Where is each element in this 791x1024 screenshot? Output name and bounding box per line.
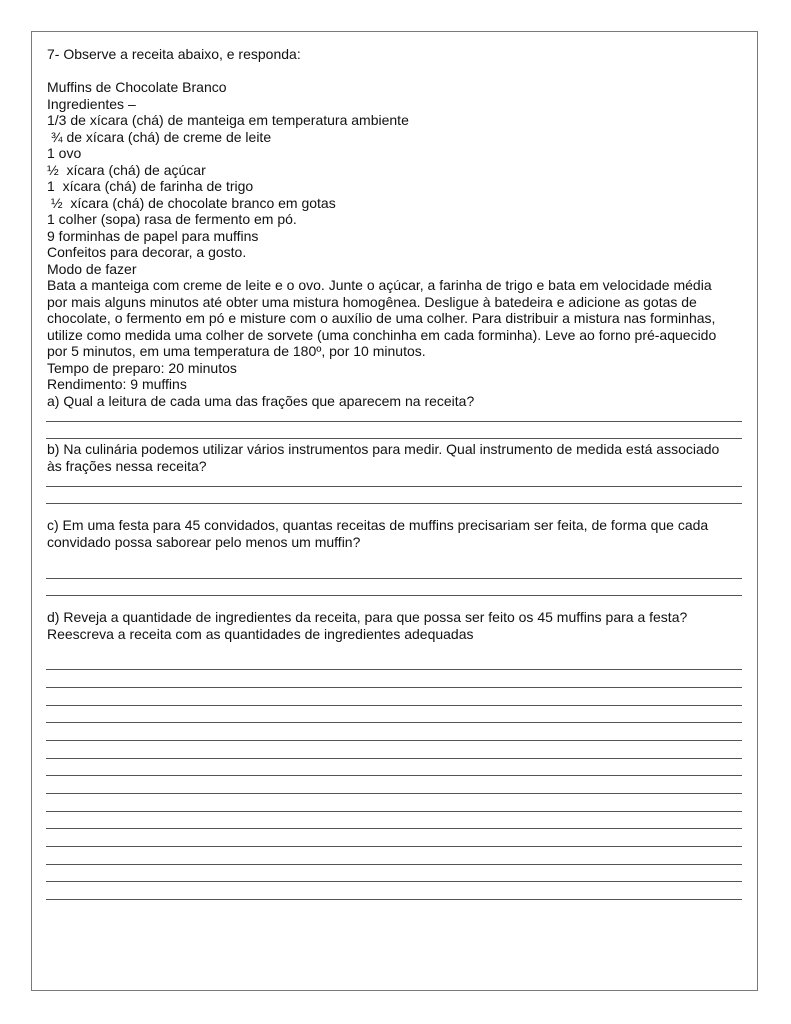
- question-b: b) Na culinária podemos utilizar vários instrumentos para medir. Qual instrumento de medida está associado: [47, 441, 720, 457]
- answer-line-d[interactable]: [46, 828, 742, 829]
- method-text-line: chocolate, o fermento em pó e misture com o auxílio de uma colher. Para distribuir a mistura nas forminhas,: [47, 310, 716, 326]
- question-c: convidado possa saborear pelo menos um muffin?: [47, 533, 361, 550]
- recipe-title: Muffins de Chocolate Branco: [47, 79, 227, 95]
- answer-line-a[interactable]: [46, 421, 742, 422]
- method-heading: Modo de fazer: [47, 260, 137, 277]
- method-text-line: Bata a manteiga com creme de leite e o ovo. Junte o açúcar, a farinha de trigo e bata em velocidade média: [47, 277, 712, 293]
- question-d: Reescreva a receita com as quantidades de ingredientes adequadas: [47, 625, 474, 642]
- ingredients-heading: Ingredientes –: [47, 95, 136, 112]
- answer-line-d[interactable]: [46, 705, 742, 706]
- answer-line-d[interactable]: [46, 740, 742, 741]
- answer-line-d[interactable]: [46, 846, 742, 847]
- answer-line-c[interactable]: [46, 595, 742, 596]
- question-title: 7- Observe a receita abaixo, e responda:: [47, 46, 301, 62]
- ingredient-item: ½ xícara (chá) de chocolate branco em gotas: [47, 194, 336, 211]
- answer-line-d[interactable]: [46, 775, 742, 776]
- answer-line-d[interactable]: [46, 811, 742, 812]
- method-text-line: por 5 minutos, em uma temperatura de 180º, por 10 minutos.: [47, 343, 426, 359]
- question-a: a) Qual a leitura de cada uma das frações que aparecem na receita?: [47, 392, 475, 409]
- answer-line-c[interactable]: [46, 578, 742, 579]
- ingredient-item: 1 ovo: [47, 145, 82, 161]
- question-c: c) Em uma festa para 45 convidados, quantas receitas de muffins precisariam ser feita, de forma que cada: [47, 517, 709, 533]
- answer-line-d[interactable]: [46, 864, 742, 865]
- answer-line-a[interactable]: [46, 438, 742, 439]
- ingredient-item: 9 forminhas de papel para muffins: [47, 227, 259, 244]
- ingredient-item: 1/3 de xícara (chá) de manteiga em temperatura ambiente: [47, 112, 409, 128]
- ingredient-item: 1 xícara (chá) de farinha de trigo: [47, 178, 254, 194]
- method-text-line: por mais alguns minutos até obter uma mistura homogênea. Desligue à batedeira e adicione as gotas de: [47, 293, 697, 310]
- recipe-yield: Rendimento: 9 muffins: [47, 376, 187, 392]
- question-d: d) Reveja a quantidade de ingredientes da receita, para que possa ser feito os 45 muffins para a festa?: [47, 609, 688, 625]
- answer-line-d[interactable]: [46, 793, 742, 794]
- question-b: às frações nessa receita?: [47, 457, 207, 474]
- ingredient-item: ¾ de xícara (chá) de creme de leite: [47, 128, 272, 145]
- answer-line-d[interactable]: [46, 899, 742, 900]
- ingredient-item: ½ xícara (chá) de açúcar: [47, 161, 206, 178]
- ingredient-item: Confeitos para decorar, a gosto.: [47, 244, 247, 260]
- answer-line-b[interactable]: [46, 486, 742, 487]
- answer-line-d[interactable]: [46, 758, 742, 759]
- ingredient-item: 1 colher (sopa) rasa de fermento em pó.: [47, 211, 297, 227]
- prep-time: Tempo de preparo: 20 minutos: [47, 359, 237, 376]
- answer-line-d[interactable]: [46, 687, 742, 688]
- answer-line-b[interactable]: [46, 503, 742, 504]
- answer-line-d[interactable]: [46, 722, 742, 723]
- method-text-line: utilize como medida uma colher de sorvete (uma conchinha em cada forminha). Leve ao forno pré-aquecido: [47, 326, 717, 343]
- answer-line-d[interactable]: [46, 669, 742, 670]
- answer-line-d[interactable]: [46, 881, 742, 882]
